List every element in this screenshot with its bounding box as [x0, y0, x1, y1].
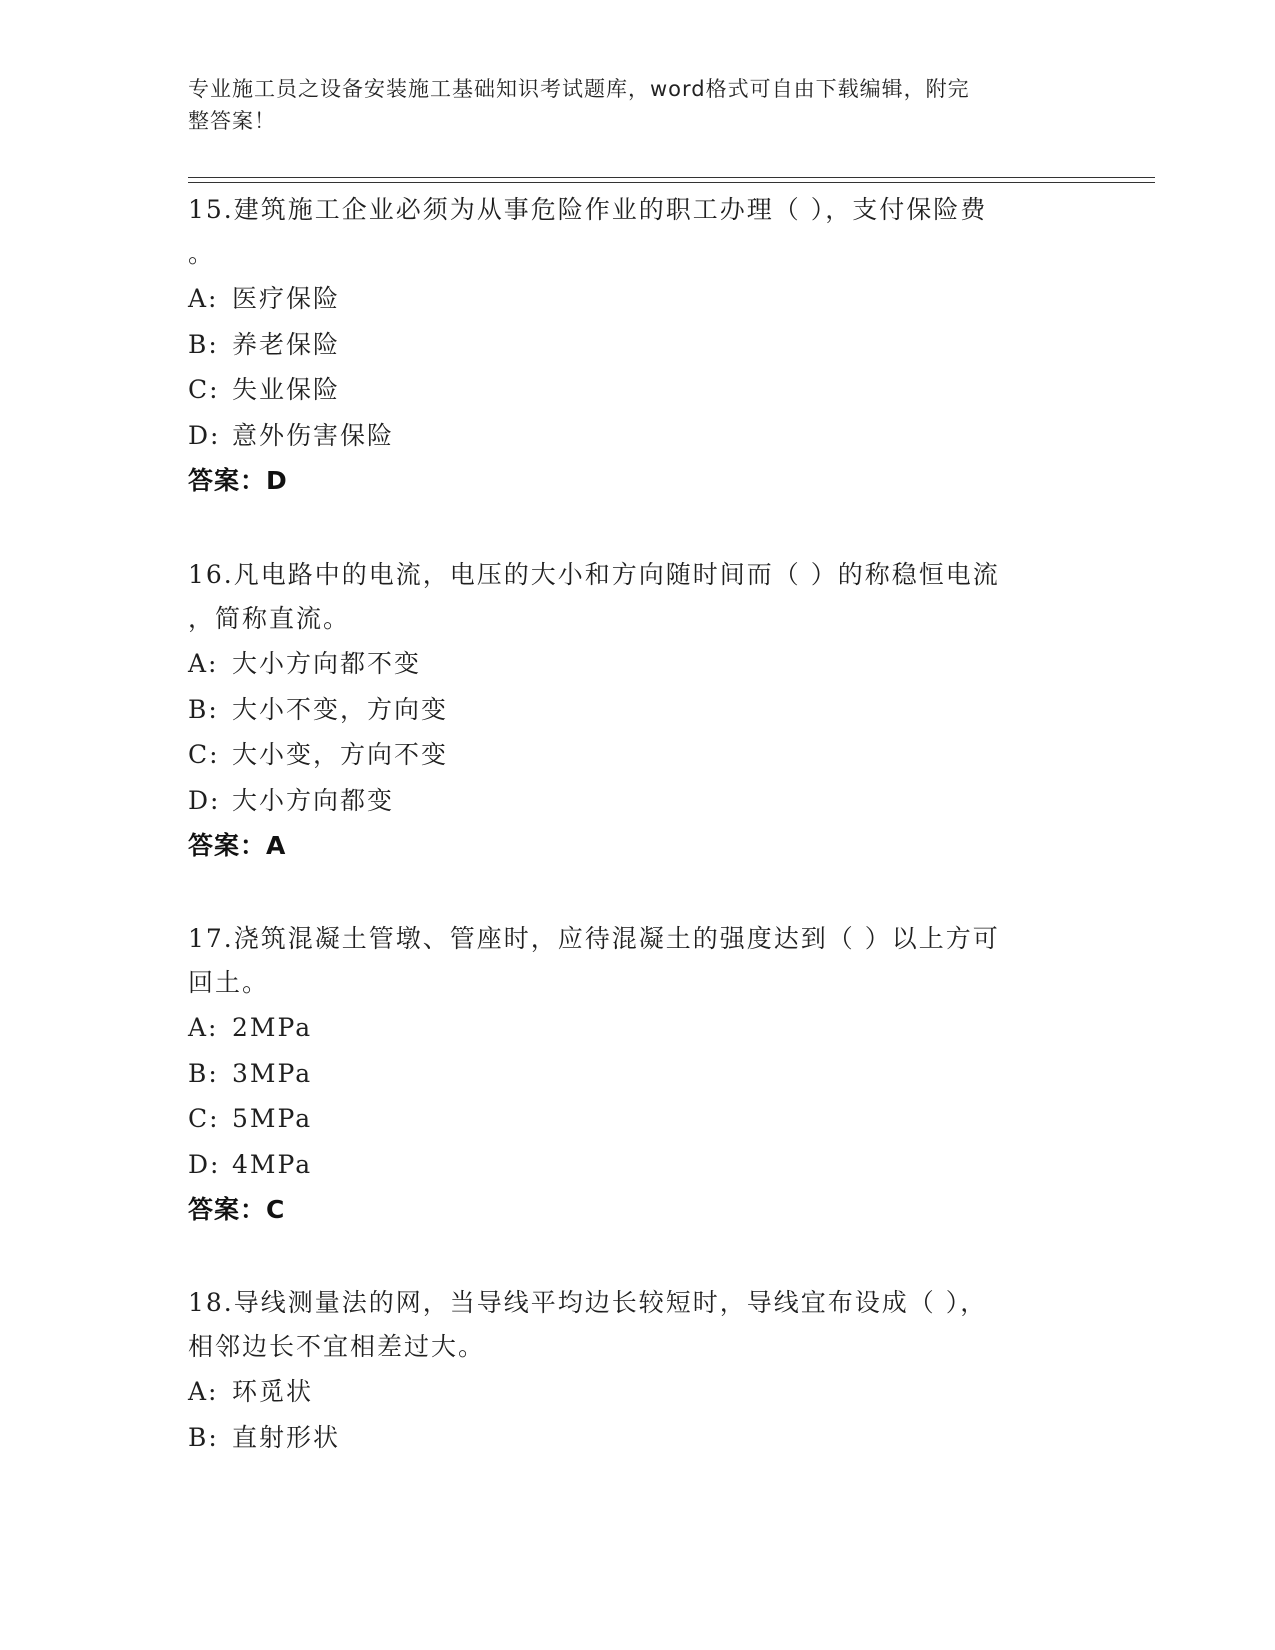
option-text: 直射形状 — [232, 1422, 341, 1452]
option-d — [188, 778, 1068, 824]
question-stem-line-1: 15.建筑施工企业必须为从事危险作业的职工办理（ ），支付保险费 — [188, 195, 988, 224]
option-text: 失业保险 — [232, 375, 341, 404]
answer: 答案：C — [188, 1195, 286, 1224]
option-letter: D: — [188, 420, 221, 450]
document-header — [188, 73, 1068, 137]
option-a — [188, 276, 1068, 322]
option-text: 大小不变，方向变 — [232, 694, 449, 724]
question-16 — [188, 553, 1068, 869]
answer: 答案：A — [188, 831, 287, 860]
option-text: 5MPa — [232, 1104, 313, 1133]
option-d — [188, 1142, 1068, 1188]
option-letter: A: — [188, 1013, 219, 1042]
option-text: 大小方向都变 — [232, 785, 395, 815]
option-a — [188, 641, 1068, 687]
question-stem — [188, 553, 1068, 641]
question-stem-line-1: 16.凡电路中的电流，电压的大小和方向随时间而（ ）的称稳恒电流 — [188, 560, 1000, 589]
option-text: 大小方向都不变 — [232, 649, 422, 678]
question-stem — [188, 188, 1068, 276]
question-stem — [188, 1281, 1068, 1369]
option-b — [188, 687, 1068, 733]
option-text: 大小变，方向不变 — [232, 740, 449, 769]
question-stem — [188, 917, 1068, 1005]
option-text: 4MPa — [232, 1149, 313, 1179]
question-15 — [188, 188, 1068, 504]
option-text: 2MPa — [232, 1013, 313, 1042]
answer: 答案：D — [188, 466, 288, 495]
option-text: 意外伤害保险 — [232, 420, 395, 450]
option-b — [188, 1051, 1068, 1097]
question-stem-line-1: 18.导线测量法的网，当导线平均边长较短时，导线宜布设成（ ）， — [188, 1288, 988, 1317]
option-c — [188, 732, 1068, 778]
option-d — [188, 413, 1068, 459]
option-c — [188, 367, 1068, 413]
header-divider-bottom — [188, 182, 1155, 183]
option-letter: A: — [188, 284, 219, 313]
option-letter: C: — [188, 740, 220, 769]
header-divider-top — [188, 177, 1155, 178]
option-letter: C: — [188, 375, 220, 404]
question-stem-line-2: 。 — [188, 239, 216, 268]
option-letter: B: — [188, 694, 219, 724]
option-text: 医疗保险 — [232, 284, 341, 313]
option-letter: B: — [188, 1058, 219, 1088]
option-letter: D: — [188, 1149, 221, 1179]
option-text: 3MPa — [232, 1058, 313, 1088]
option-b — [188, 1415, 1068, 1461]
header-line-2: 整答案！ — [188, 109, 276, 133]
option-a — [188, 1369, 1068, 1415]
question-stem-line-2: 相邻边长不宜相差过大。 — [188, 1332, 486, 1361]
option-letter: D: — [188, 785, 221, 815]
question-stem-line-2: ，简称直流。 — [188, 604, 351, 633]
option-text: 环觅状 — [232, 1377, 314, 1406]
question-17 — [188, 917, 1068, 1233]
option-letter: A: — [188, 1377, 219, 1406]
option-c — [188, 1096, 1068, 1142]
question-18 — [188, 1281, 1068, 1460]
option-letter: C: — [188, 1104, 220, 1133]
option-letter: B: — [188, 1422, 219, 1452]
header-line-1: 专业施工员之设备安装施工基础知识考试题库，word格式可自由下载编辑，附完 — [188, 77, 970, 101]
option-a — [188, 1005, 1068, 1051]
option-letter: A: — [188, 649, 219, 678]
question-stem-line-2: 回土。 — [188, 968, 270, 997]
option-text: 养老保险 — [232, 329, 341, 359]
option-b — [188, 322, 1068, 368]
option-letter: B: — [188, 329, 219, 359]
question-stem-line-1: 17.浇筑混凝土管墩、管座时，应待混凝土的强度达到（ ）以上方可 — [188, 924, 1000, 953]
